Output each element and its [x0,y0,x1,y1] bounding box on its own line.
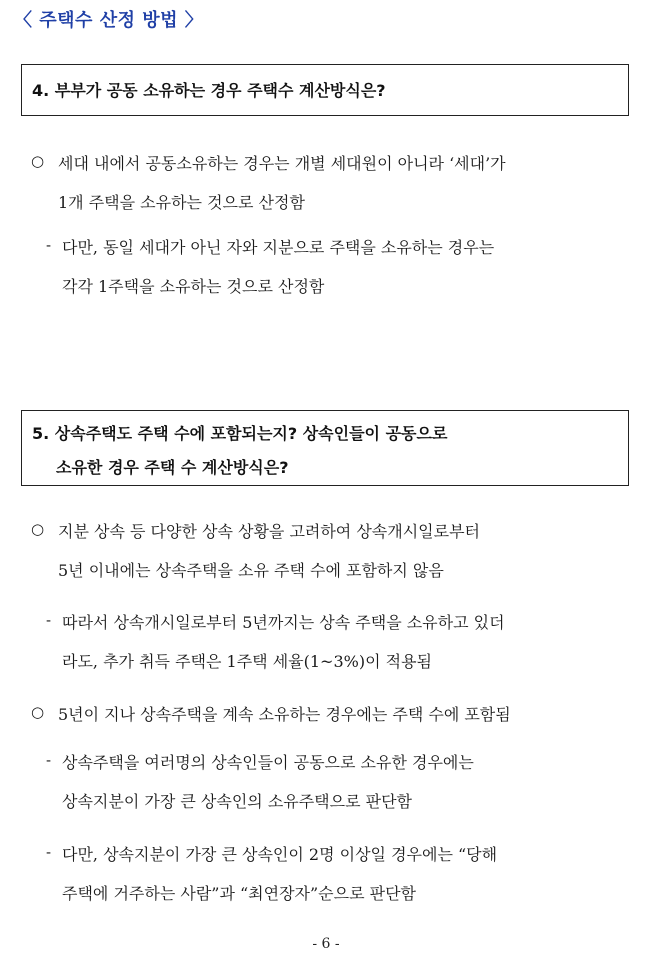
bullet-dash: - [46,236,52,254]
q5-item-4-line-1: 상속주택을 여러명의 상속인들이 공동으로 소유한 경우에는 [62,753,474,772]
q5-item-5-line-1: 다만, 상속지분이 가장 큰 상속인이 2명 이상일 경우에는 “당해 [62,845,498,864]
q5-item-2-line-1: 따라서 상속개시일로부터 5년까지는 상속 주택을 소유하고 있더 [62,613,505,632]
section-title: 〈 주택수 산정 방법 〉 [14,10,204,31]
bullet-circle: ○ [31,520,45,538]
bullet-circle: ○ [31,703,45,721]
bullet-dash: - [46,611,52,629]
question-5-box [21,410,629,486]
page-number: - 6 - [312,936,340,952]
q5-item-5-line-2: 주택에 거주하는 사람”과 “최연장자”순으로 판단함 [62,884,417,903]
q5-item-4-line-2: 상속지분이 가장 큰 상속인의 소유주택으로 판단함 [62,792,413,811]
q4-item-1-line-2: 1개 주택을 소유하는 것으로 산정함 [58,193,305,212]
q5-item-1-line-1: 지분 상속 등 다양한 상속 상황을 고려하여 상속개시일로부터 [58,522,481,541]
q5-item-2-line-2: 라도, 추가 취득 주택은 1주택 세율(1~3%)이 적용됨 [62,652,432,671]
q5-item-3-line-1: 5년이 지나 상속주택을 계속 소유하는 경우에는 주택 수에 포함됨 [58,705,511,724]
question-5-title-line-1: 5. 상속주택도 주택 수에 포함되는지? 상속인들이 공동으로 [32,424,448,443]
q4-item-2-line-2: 각각 1주택을 소유하는 것으로 산정함 [62,277,325,296]
q4-item-2-line-1: 다만, 동일 세대가 아닌 자와 지분으로 주택을 소유하는 경우는 [62,238,495,257]
bullet-circle: ○ [31,152,45,170]
bullet-dash: - [46,751,52,769]
question-4-box [21,64,629,116]
q5-item-1-line-2: 5년 이내에는 상속주택을 소유 주택 수에 포함하지 않음 [58,561,444,580]
q4-item-1-line-1: 세대 내에서 공동소유하는 경우는 개별 세대원이 아니라 ‘세대’가 [58,154,506,173]
question-5-title-line-2: 소유한 경우 주택 수 계산방식은? [56,458,289,477]
bullet-dash: - [46,843,52,861]
question-4-title: 4. 부부가 공동 소유하는 경우 주택수 계산방식은? [32,81,386,100]
